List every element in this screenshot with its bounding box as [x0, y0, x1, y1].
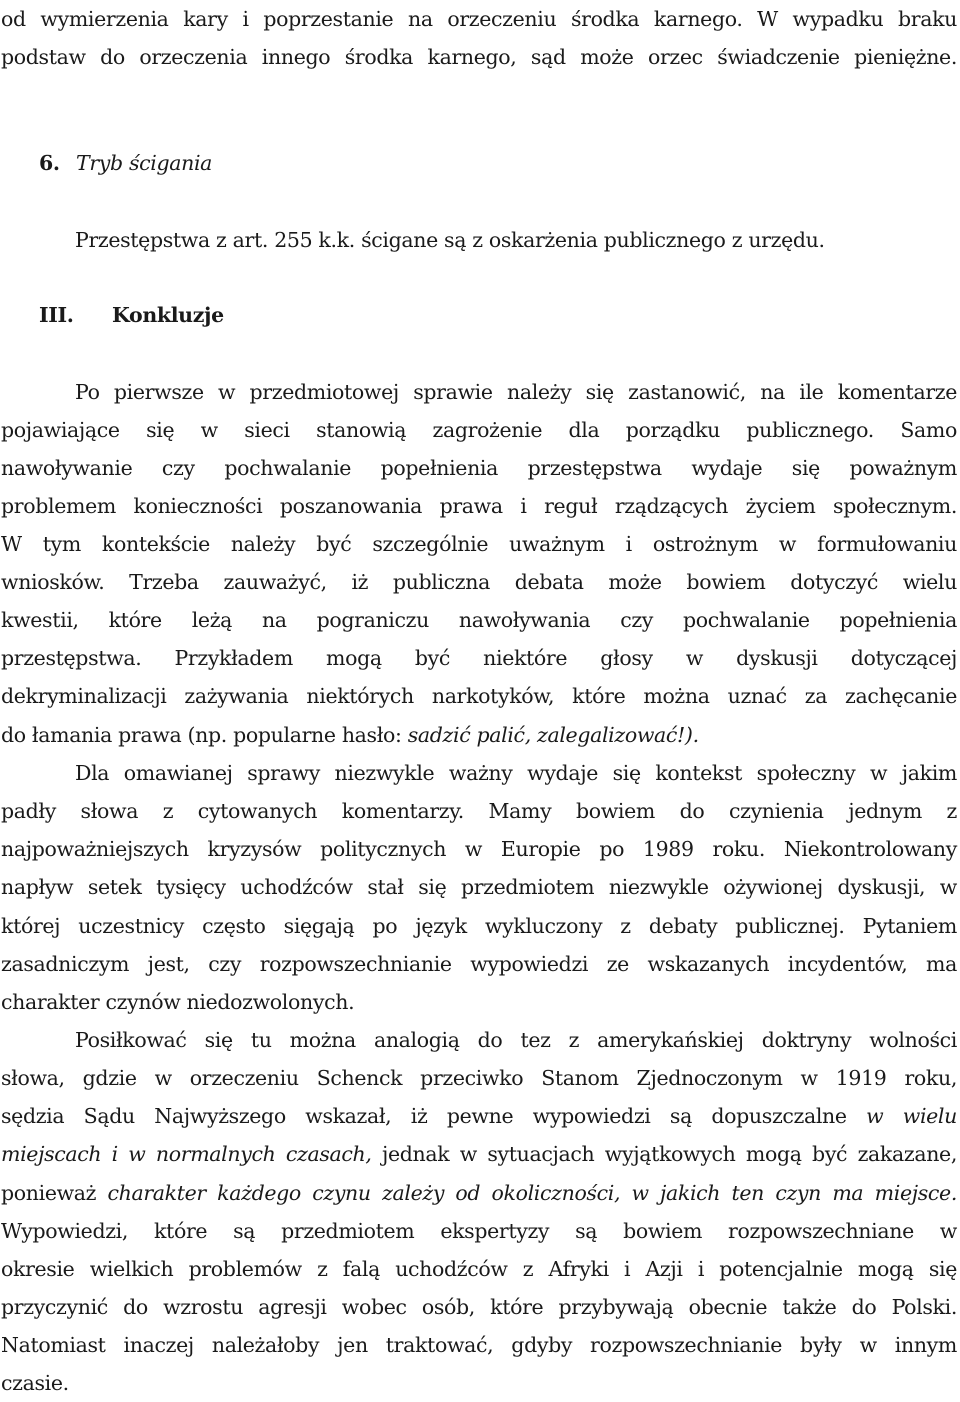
text-line: przestępstwa. Przykładem mogą być niektóre głosy w dyskusji dotyczącej: [1, 646, 957, 670]
text-line: podstaw do orzeczenia innego środka karnego, sąd może orzec świadczenie pieniężne.: [1, 45, 957, 69]
text-segment-italic: charakter każdego czynu zależy od okoliczności, w jakich ten czyn ma miejsce.: [107, 1181, 957, 1205]
text-line: [1, 716, 699, 754]
text-line: W tym kontekście należy być szczególnie uważnym i ostrożnym w formułowaniu: [1, 532, 957, 556]
text-line: przyczynić do wzrostu agresji wobec osób, które przybywają obecnie także do Polski.: [1, 1295, 957, 1319]
text-line: okresie wielkich problemów z falą uchodźców z Afryki i Azji i potencjalnie mogą się: [1, 1257, 957, 1281]
text-line: od wymierzenia kary i poprzestanie na orzeczeniu środka karnego. W wypadku braku: [1, 7, 957, 31]
text-line: Dla omawianej sprawy niezwykle ważny wydaje się kontekst społeczny w jakim: [75, 761, 957, 785]
text-line: padły słowa z cytowanych komentarzy. Mamy bowiem do czynienia jednym z: [1, 799, 957, 823]
text-line: [1, 1135, 957, 1173]
section-number: III.: [39, 303, 74, 327]
text-segment-italic: w wielu: [866, 1104, 957, 1128]
text-line: Natomiast inaczej należałoby jen traktować, gdyby rozpowszechnianie były w innym: [1, 1333, 957, 1357]
text-line: zasadniczym jest, czy rozpowszechnianie wypowiedzi ze wskazanych incydentów, ma: [1, 952, 957, 976]
text-line: Posiłkować się tu można analogią do tez z amerykańskiej doktryny wolności: [75, 1028, 957, 1052]
section-title: Tryb ścigania: [76, 151, 213, 175]
text-segment-italic: miejscach i w normalnych czasach,: [1, 1142, 372, 1166]
text-line: pojawiające się w sieci stanowią zagrożenie dla porządku publicznego. Samo: [1, 418, 957, 442]
text-segment: ponieważ: [1, 1181, 108, 1205]
section-number: 6.: [39, 151, 60, 175]
text-line: napływ setek tysięcy uchodźców stał się przedmiotem niezwykle ożywionej dyskusji, w: [1, 875, 957, 899]
text-line: Przestępstwa z art. 255 k.k. ścigane są z oskarżenia publicznego z urzędu.: [75, 228, 825, 252]
text-line: kwestii, które leżą na pograniczu nawoływania czy pochwalanie popełnienia: [1, 608, 957, 632]
text-line: charakter czynów niedozwolonych.: [1, 990, 355, 1014]
text-line: Po pierwsze w przedmiotowej sprawie należy się zastanowić, na ile komentarze: [75, 380, 957, 404]
text-segment: do łamania prawa (np. popularne hasło:: [1, 723, 408, 747]
text-line: dekryminalizacji zażywania niektórych narkotyków, które można uznać za zachęcanie: [1, 684, 957, 708]
text-segment: jednak w sytuacjach wyjątkowych mogą być zakazane,: [371, 1142, 957, 1166]
text-line: problemem konieczności poszanowania prawa i reguł rządzących życiem społecznym.: [1, 494, 957, 518]
text-line: której uczestnicy często sięgają po język wykluczony z debaty publicznej. Pytaniem: [1, 914, 957, 938]
text-line: wniosków. Trzeba zauważyć, iż publiczna debata może bowiem dotyczyć wielu: [1, 570, 957, 594]
text-line: [1, 1097, 957, 1135]
text-line: czasie.: [1, 1371, 69, 1395]
text-line: najpoważniejszych kryzysów politycznych w Europie po 1989 roku. Niekontrolowany: [1, 837, 957, 861]
text-segment: sędzia Sądu Najwyższego wskazał, iż pewne wypowiedzi są dopuszczalne: [1, 1104, 867, 1128]
text-line: [1, 1174, 957, 1212]
section-title: Konkluzje: [112, 303, 224, 327]
text-line: słowa, gdzie w orzeczeniu Schenck przeciwko Stanom Zjednoczonym w 1919 roku,: [1, 1066, 957, 1090]
text-line: nawoływanie czy pochwalanie popełnienia przestępstwa wydaje się poważnym: [1, 456, 957, 480]
text-line: Wypowiedzi, które są przedmiotem ekspertyzy są bowiem rozpowszechniane w: [1, 1219, 957, 1243]
text-segment-italic: sadzić palić, zalegalizować!).: [407, 723, 699, 747]
